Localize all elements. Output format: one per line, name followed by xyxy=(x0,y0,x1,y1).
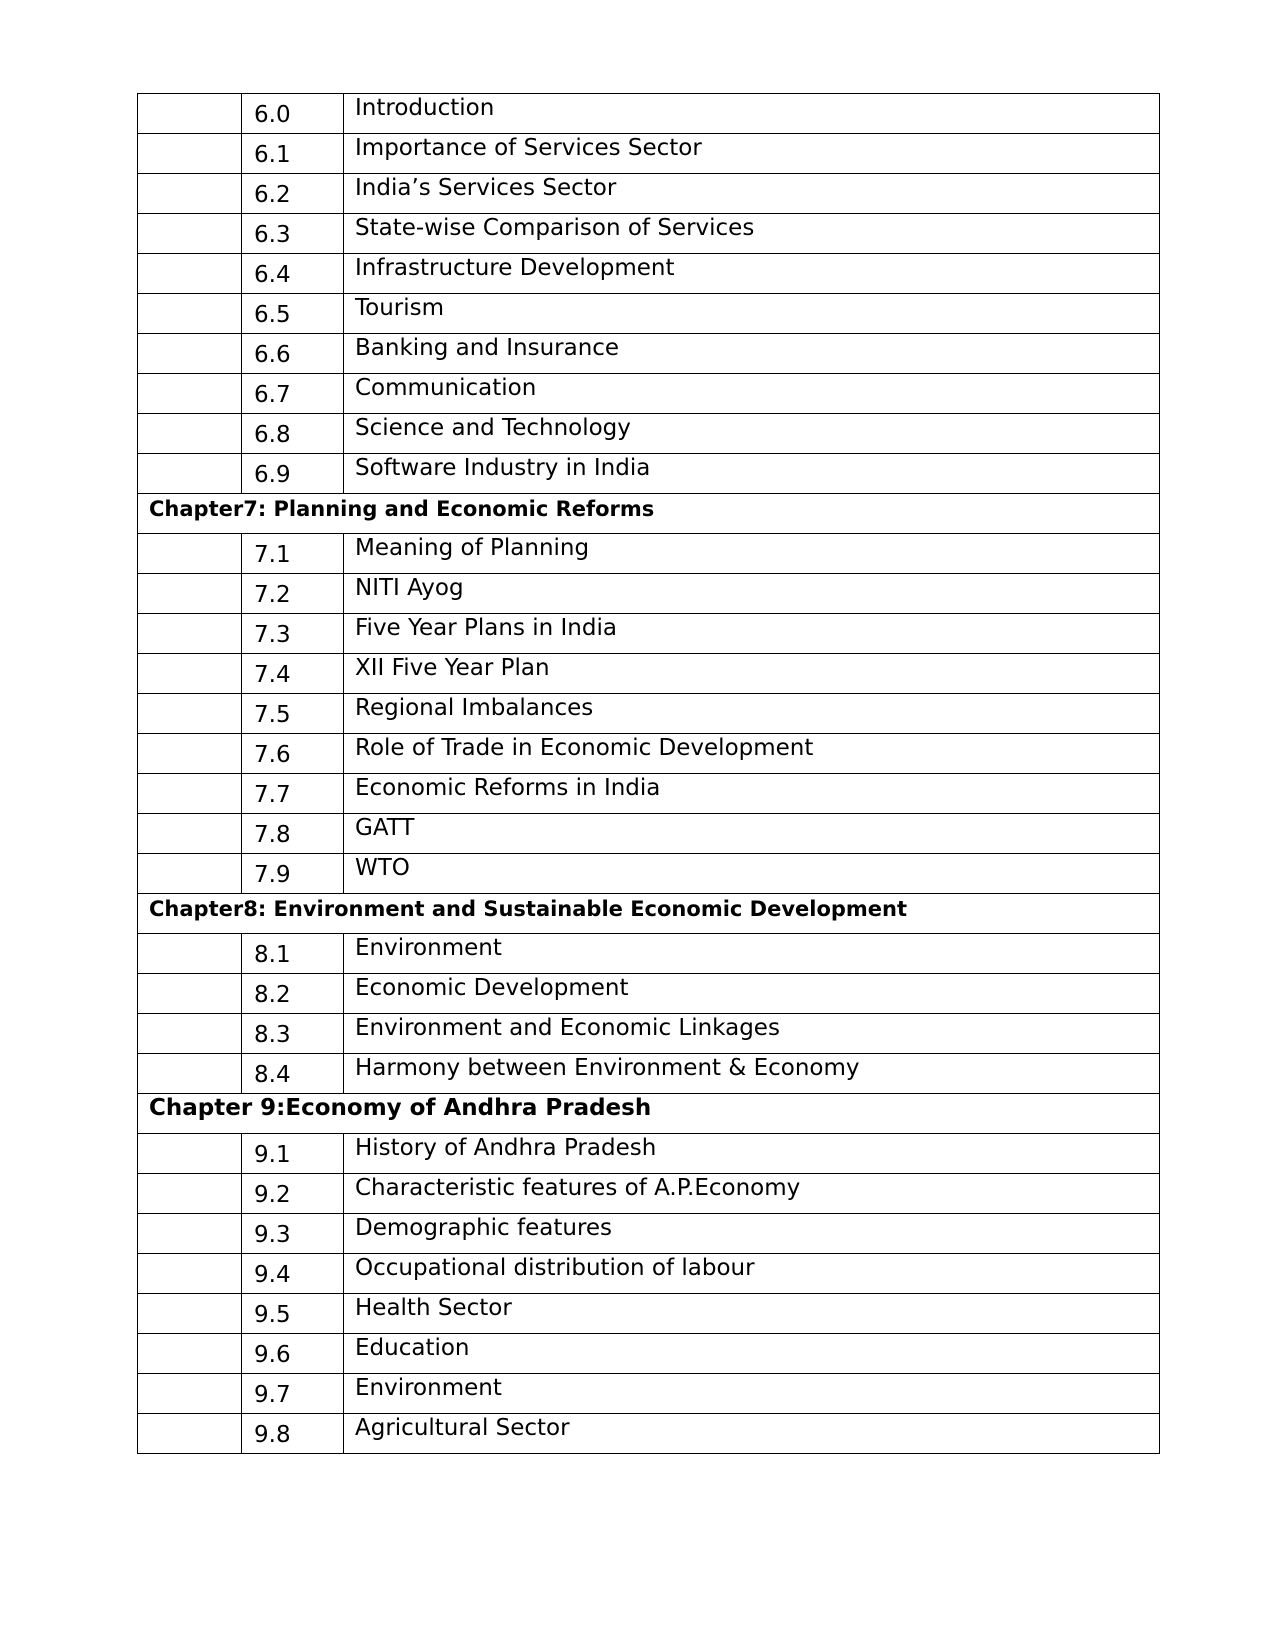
blank-cell xyxy=(138,1214,242,1254)
table-row xyxy=(138,1014,1160,1054)
section-topic: Agricultural Sector xyxy=(344,1414,1160,1454)
blank-cell xyxy=(138,294,242,334)
section-number: 9.6 xyxy=(242,1334,344,1374)
table-row xyxy=(138,374,1160,414)
blank-cell xyxy=(138,854,242,894)
section-topic: Meaning of Planning xyxy=(344,534,1160,574)
section-number: 9.4 xyxy=(242,1254,344,1294)
section-number: 6.3 xyxy=(242,214,344,254)
blank-cell xyxy=(138,974,242,1014)
table-row xyxy=(138,294,1160,334)
section-topic: Importance of Services Sector xyxy=(344,134,1160,174)
blank-cell xyxy=(138,1334,242,1374)
table-row xyxy=(138,414,1160,454)
section-number: 9.7 xyxy=(242,1374,344,1414)
section-number: 7.1 xyxy=(242,534,344,574)
table-row xyxy=(138,1214,1160,1254)
section-topic: Five Year Plans in India xyxy=(344,614,1160,654)
section-number: 8.2 xyxy=(242,974,344,1014)
section-topic: Communication xyxy=(344,374,1160,414)
section-topic: Environment and Economic Linkages xyxy=(344,1014,1160,1054)
table-row xyxy=(138,854,1160,894)
chapter-heading: Chapter8: Environment and Sustainable Economic Development xyxy=(138,894,1160,934)
chapter-heading: Chapter 9:Economy of Andhra Pradesh xyxy=(138,1094,1160,1134)
section-number: 7.7 xyxy=(242,774,344,814)
table-row xyxy=(138,614,1160,654)
section-number: 7.5 xyxy=(242,694,344,734)
blank-cell xyxy=(138,654,242,694)
table-row xyxy=(138,814,1160,854)
section-topic: History of Andhra Pradesh xyxy=(344,1134,1160,1174)
chapter-heading-row xyxy=(138,894,1160,934)
section-topic: Demographic features xyxy=(344,1214,1160,1254)
table-row xyxy=(138,334,1160,374)
table-row xyxy=(138,534,1160,574)
section-topic: Infrastructure Development xyxy=(344,254,1160,294)
blank-cell xyxy=(138,1414,242,1454)
blank-cell xyxy=(138,1174,242,1214)
section-number: 9.2 xyxy=(242,1174,344,1214)
section-topic: WTO xyxy=(344,854,1160,894)
section-number: 6.4 xyxy=(242,254,344,294)
blank-cell xyxy=(138,334,242,374)
section-number: 7.6 xyxy=(242,734,344,774)
section-number: 7.3 xyxy=(242,614,344,654)
section-topic: Regional Imbalances xyxy=(344,694,1160,734)
blank-cell xyxy=(138,574,242,614)
section-number: 6.6 xyxy=(242,334,344,374)
table-body xyxy=(138,94,1160,1454)
section-topic: XII Five Year Plan xyxy=(344,654,1160,694)
syllabus-table xyxy=(137,93,1160,1454)
table-row xyxy=(138,94,1160,134)
section-topic: Harmony between Environment & Economy xyxy=(344,1054,1160,1094)
section-number: 7.9 xyxy=(242,854,344,894)
section-topic: Introduction xyxy=(344,94,1160,134)
section-topic: Economic Reforms in India xyxy=(344,774,1160,814)
section-number: 9.8 xyxy=(242,1414,344,1454)
table-row xyxy=(138,694,1160,734)
chapter-heading-row xyxy=(138,494,1160,534)
section-number: 6.1 xyxy=(242,134,344,174)
blank-cell xyxy=(138,534,242,574)
table-row xyxy=(138,1254,1160,1294)
section-topic: Banking and Insurance xyxy=(344,334,1160,374)
section-topic: Science and Technology xyxy=(344,414,1160,454)
table-row xyxy=(138,1374,1160,1414)
blank-cell xyxy=(138,214,242,254)
section-topic: NITI Ayog xyxy=(344,574,1160,614)
section-topic: GATT xyxy=(344,814,1160,854)
blank-cell xyxy=(138,774,242,814)
table-row xyxy=(138,574,1160,614)
section-number: 6.7 xyxy=(242,374,344,414)
blank-cell xyxy=(138,374,242,414)
blank-cell xyxy=(138,1374,242,1414)
blank-cell xyxy=(138,934,242,974)
section-number: 6.8 xyxy=(242,414,344,454)
section-number: 6.9 xyxy=(242,454,344,494)
section-number: 6.0 xyxy=(242,94,344,134)
table-row xyxy=(138,1134,1160,1174)
blank-cell xyxy=(138,174,242,214)
chapter-heading-row xyxy=(138,1094,1160,1134)
blank-cell xyxy=(138,614,242,654)
section-number: 7.4 xyxy=(242,654,344,694)
section-topic: Economic Development xyxy=(344,974,1160,1014)
blank-cell xyxy=(138,1014,242,1054)
chapter-heading: Chapter7: Planning and Economic Reforms xyxy=(138,494,1160,534)
table-row xyxy=(138,1414,1160,1454)
blank-cell xyxy=(138,1134,242,1174)
blank-cell xyxy=(138,694,242,734)
table-row xyxy=(138,454,1160,494)
table-row xyxy=(138,254,1160,294)
section-number: 8.4 xyxy=(242,1054,344,1094)
table-row xyxy=(138,774,1160,814)
table-row xyxy=(138,1054,1160,1094)
section-number: 9.1 xyxy=(242,1134,344,1174)
blank-cell xyxy=(138,414,242,454)
section-topic: India’s Services Sector xyxy=(344,174,1160,214)
blank-cell xyxy=(138,254,242,294)
table-row xyxy=(138,974,1160,1014)
section-topic: Health Sector xyxy=(344,1294,1160,1334)
section-topic: Environment xyxy=(344,1374,1160,1414)
section-number: 9.5 xyxy=(242,1294,344,1334)
section-topic: Education xyxy=(344,1334,1160,1374)
section-number: 9.3 xyxy=(242,1214,344,1254)
blank-cell xyxy=(138,734,242,774)
table-row xyxy=(138,1294,1160,1334)
table-row xyxy=(138,174,1160,214)
section-number: 6.5 xyxy=(242,294,344,334)
blank-cell xyxy=(138,1294,242,1334)
blank-cell xyxy=(138,94,242,134)
section-topic: Environment xyxy=(344,934,1160,974)
section-number: 8.3 xyxy=(242,1014,344,1054)
section-topic: Characteristic features of A.P.Economy xyxy=(344,1174,1160,1214)
section-topic: State-wise Comparison of Services xyxy=(344,214,1160,254)
section-topic: Role of Trade in Economic Development xyxy=(344,734,1160,774)
table-row xyxy=(138,134,1160,174)
table-row xyxy=(138,1334,1160,1374)
blank-cell xyxy=(138,1054,242,1094)
section-topic: Tourism xyxy=(344,294,1160,334)
section-number: 6.2 xyxy=(242,174,344,214)
blank-cell xyxy=(138,814,242,854)
table-row xyxy=(138,214,1160,254)
section-number: 7.8 xyxy=(242,814,344,854)
section-number: 8.1 xyxy=(242,934,344,974)
section-number: 7.2 xyxy=(242,574,344,614)
table-row xyxy=(138,934,1160,974)
table-row xyxy=(138,734,1160,774)
blank-cell xyxy=(138,454,242,494)
table-row xyxy=(138,654,1160,694)
blank-cell xyxy=(138,1254,242,1294)
section-topic: Software Industry in India xyxy=(344,454,1160,494)
section-topic: Occupational distribution of labour xyxy=(344,1254,1160,1294)
blank-cell xyxy=(138,134,242,174)
table-row xyxy=(138,1174,1160,1214)
